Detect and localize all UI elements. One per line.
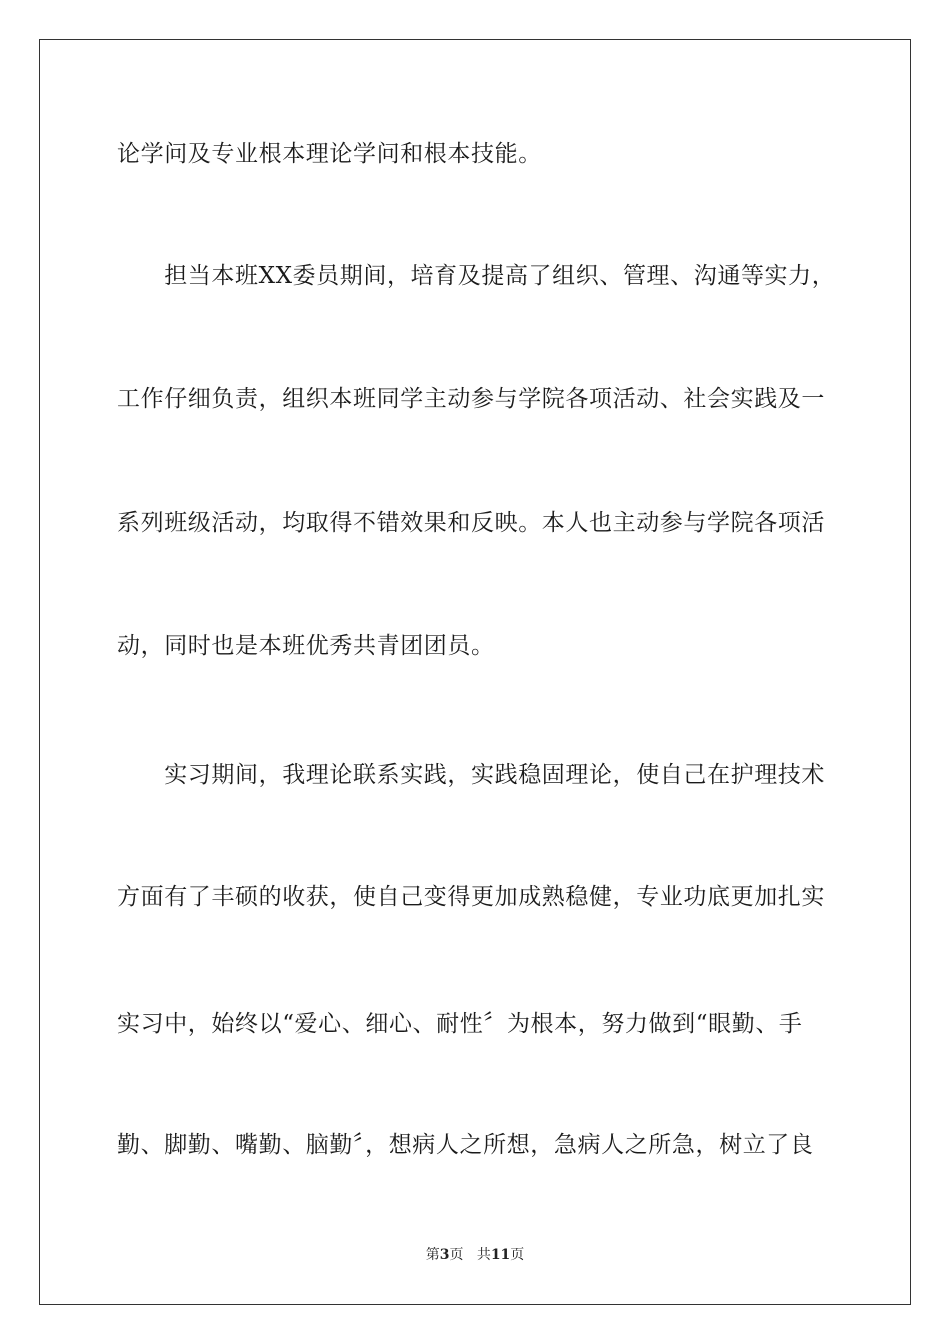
total-pages: 11: [490, 1247, 511, 1263]
body-text-line: 系列班级活动，均取得不错效果和反映。本人也主动参与学院各项活: [117, 510, 825, 536]
page-number: 3: [439, 1247, 450, 1263]
body-text-line: 工作仔细负责，组织本班同学主动参与学院各项活动、社会实践及一: [117, 386, 825, 412]
page-suffix: 页: [449, 1247, 464, 1263]
body-text-line: 实习中，始终以“爱心、细心、耐性〞为根本，努力做到“眼勤、手: [117, 1011, 803, 1037]
total-suffix: 页: [510, 1247, 525, 1263]
body-text-line: 方面有了丰硕的收获，使自己变得更加成熟稳健，专业功底更加扎实: [117, 884, 825, 910]
total-prefix: 共: [476, 1247, 491, 1263]
body-text-line: 勤、脚勤、嘴勤、脑勤〞，想病人之所想，急病人之所急，树立了良: [117, 1132, 814, 1158]
body-text-line: 担当本班XX委员期间，培育及提高了组织、管理、沟通等实力，: [117, 263, 836, 289]
page-border: [39, 39, 911, 1305]
body-text-line: 动，同时也是本班优秀共青团团员。: [117, 633, 495, 659]
page-footer: [0, 1246, 950, 1264]
body-text-line: 论学问及专业根本理论学问和根本技能。: [117, 141, 542, 167]
body-text-line: 实习期间，我理论联系实践，实践稳固理论，使自己在护理技术: [117, 762, 825, 788]
page-prefix: 第: [425, 1247, 440, 1263]
